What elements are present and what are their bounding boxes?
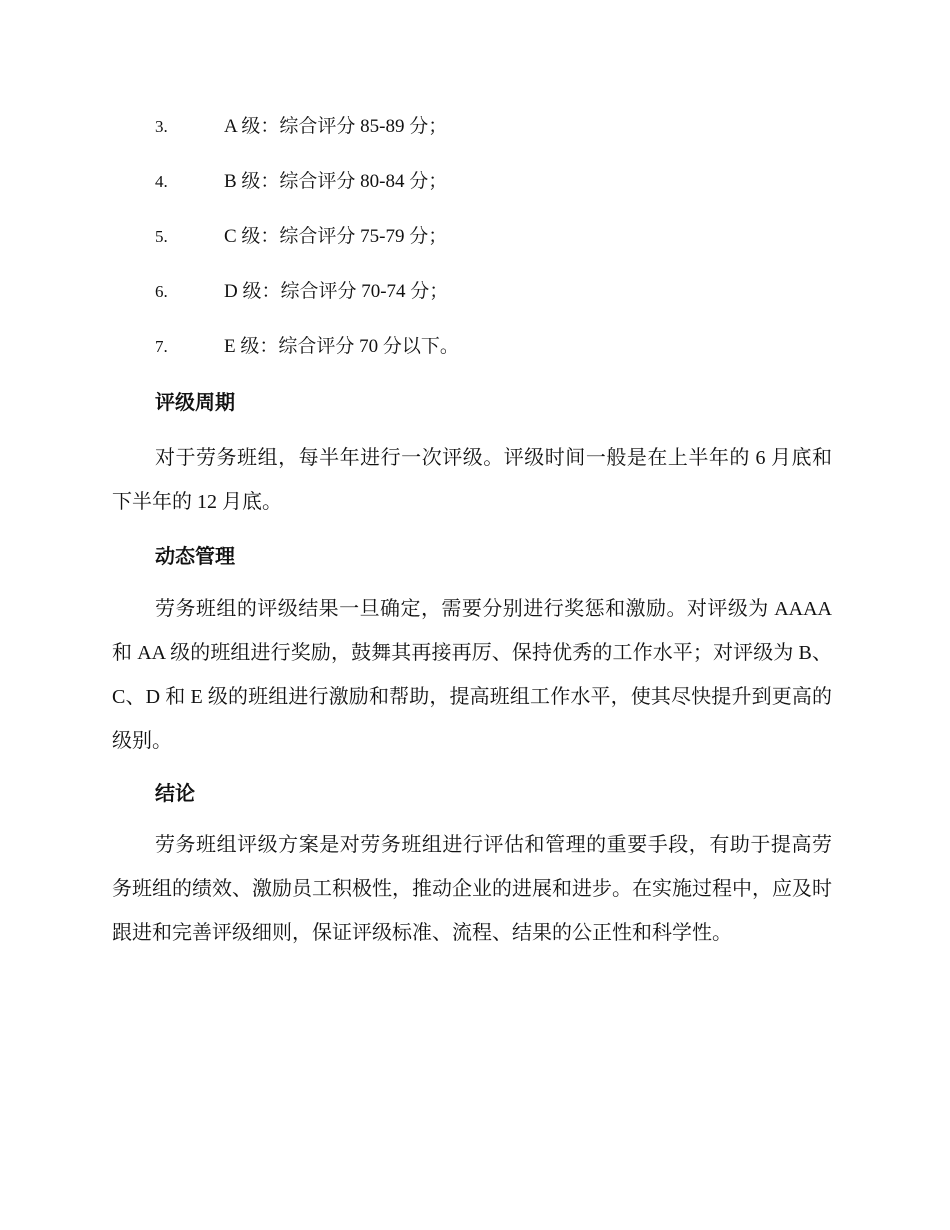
list-number: 4.	[155, 172, 168, 191]
grade-list	[0, 104, 950, 379]
list-item	[0, 269, 950, 324]
section-body-dynamic: 劳务班组的评级结果一旦确定，需要分别进行奖惩和激励。对评级为 AAAA 和 AA 级的班组进行奖励，鼓舞其再接再厉、保持优秀的工作水平；对评级为 B、C、D 和 E 级的班组进行激励和帮助，提高班组工作水平，使其尽快提升到更高的级别。	[112, 598, 832, 752]
section-heading-cycle: 评级周期	[155, 390, 235, 414]
list-item	[0, 214, 950, 269]
section-body-conclusion: 劳务班组评级方案是对劳务班组进行评估和管理的重要手段，有助于提高劳务班组的绩效、激励员工积极性，推动企业的进展和进步。在实施过程中，应及时跟进和完善评级细则，保证评级标准、流程、结果的公正性和科学性。	[112, 834, 832, 944]
list-item	[0, 104, 950, 159]
list-text: C 级：综合评分 75-79 分；	[224, 226, 448, 247]
list-text: B 级：综合评分 80-84 分；	[224, 171, 448, 192]
list-item	[0, 324, 950, 379]
section-heading-conclusion: 结论	[155, 781, 195, 805]
section-heading-dynamic: 动态管理	[155, 544, 235, 568]
list-number: 6.	[155, 282, 168, 301]
list-text: A 级：综合评分 85-89 分；	[224, 116, 448, 137]
section-body-cycle: 对于劳务班组，每半年进行一次评级。评级时间一般是在上半年的 6 月底和下半年的 12 月底。	[112, 447, 832, 513]
list-number: 5.	[155, 227, 168, 246]
list-text: D 级：综合评分 70-74 分；	[224, 281, 449, 302]
list-number: 7.	[155, 337, 168, 356]
list-item	[0, 159, 950, 214]
list-number: 3.	[155, 117, 168, 136]
list-text: E 级：综合评分 70 分以下。	[224, 336, 459, 357]
